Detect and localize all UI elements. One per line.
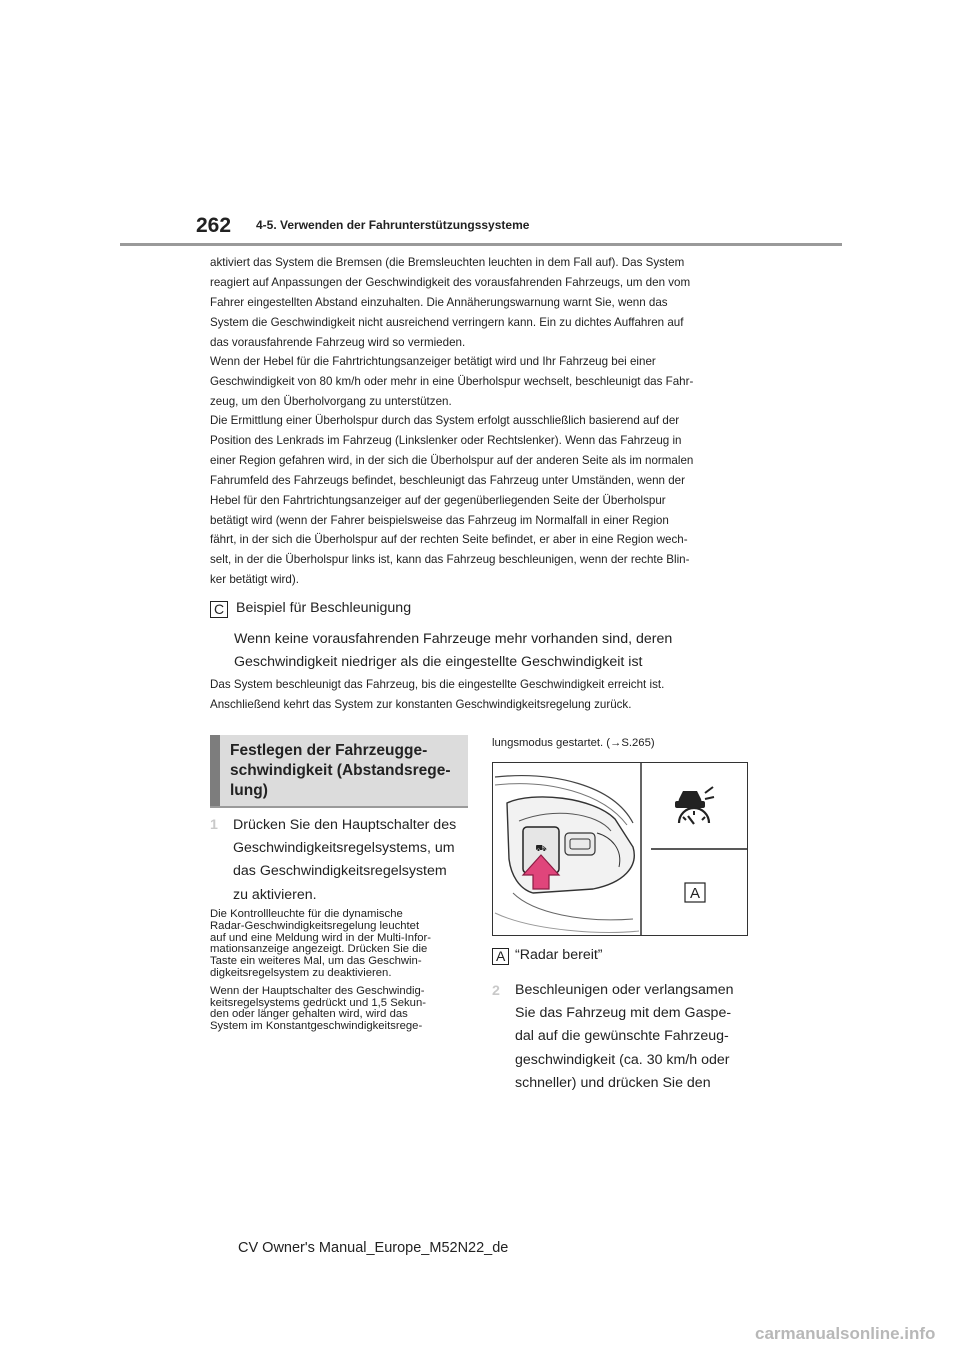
text-line: Drücken Sie den Hauptschalter des (233, 817, 457, 833)
radar-cruise-indicator-icon (675, 787, 714, 824)
step-2-text (515, 979, 765, 1095)
figure-caption-label: A (492, 948, 509, 965)
text-line: reagiert auf Anpassungen der Geschwindigkeit des vorausfahrenden Fahrzeugs, um den vom (210, 275, 691, 289)
text-line: Sie das Fahrzeug mit dem Gaspe- (515, 1005, 732, 1022)
svg-text:⛟: ⛟ (535, 844, 547, 854)
text-line: zeug, um den Überholvorgang zu unterstützen. (210, 394, 452, 408)
figure-caption-text: “Radar bereit” (515, 947, 603, 963)
text-line: Position des Lenkrads im Fahrzeug (Linkslenker oder Rechtslenker). Wenn das Fahrzeug in (210, 433, 682, 447)
text-line: betätigt wird (wenn der Fahrer beispielsweise das Fahrzeug im Normalfall in einer Region (210, 513, 669, 527)
text-line: auf und eine Meldung wird in der Multi-Infor- (210, 931, 432, 944)
subsection-title-box (210, 735, 468, 806)
text-line: digkeitsregelsystem zu deaktivieren. (210, 966, 392, 979)
example-body (210, 675, 755, 715)
text-line: Hebel für den Fahrtrichtungsanzeiger auf der gegenüberliegenden Seite der Überholspur (210, 493, 666, 507)
text-line: Das System beschleunigt das Fahrzeug, bis die eingestellte Geschwindigkeit erreicht ist. (210, 678, 665, 691)
step-2-number: 2 (492, 983, 500, 999)
text-line: dal auf die gewünschte Fahrzeug- (515, 1028, 729, 1045)
section-header: 4-5. Verwenden der Fahrunterstützungssysteme (256, 218, 530, 232)
subsection-divider (210, 806, 468, 808)
intro-paragraph-3 (210, 411, 755, 590)
text-line: Wenn der Hauptschalter des Geschwindig- (210, 984, 425, 997)
text-line: das Geschwindigkeitsregelsystem (233, 863, 447, 880)
example-heading: Beispiel für Beschleunigung (236, 600, 412, 616)
footer-text: CV Owner's Manual_Europe_M52N22_de (238, 1240, 509, 1256)
subsection-title (230, 741, 450, 801)
title-line: Festlegen der Fahrzeugge- (230, 742, 428, 759)
text-line: Wenn keine vorausfahrenden Fahrzeuge mehr vorhanden sind, deren (234, 631, 673, 647)
figure-callout-label: A (689, 885, 701, 902)
text-line: mationsanzeige angezeigt. Drücken Sie die (210, 943, 428, 956)
text-line: System im Konstantgeschwindigkeitsrege- (210, 1020, 423, 1033)
text-line: Geschwindigkeitsregelsystems, um (233, 840, 455, 857)
continuation-text: lungsmodus gestartet. (→S.265) (492, 737, 655, 749)
step-1-text (233, 814, 473, 907)
text-line: Radar-Geschwindigkeitsregelung leuchtet (210, 919, 420, 932)
steering-switch-illustration (493, 763, 748, 936)
steering-switch-figure (492, 762, 748, 936)
text-line: schneller) und drücken Sie den (515, 1074, 711, 1091)
example-c-label: C (210, 601, 228, 618)
text-line: keitsregelsystems gedrückt und 1,5 Sekun- (210, 996, 427, 1009)
page-number: 262 (196, 214, 232, 237)
text-line: Taste ein weiteres Mal, um das Geschwin- (210, 955, 422, 968)
text-line: selt, in der die Überholspur links ist, kann das Fahrzeug beschleunigen, wenn der rechte Blin- (210, 553, 690, 567)
step-1-notes (210, 909, 468, 1033)
text-line: Die Ermittlung einer Überholspur durch das System erfolgt ausschließlich basierend auf der (210, 414, 680, 427)
intro-paragraph-2 (210, 352, 755, 412)
text-line: einer Region gefahren wird, in der sich die Überholspur auf der anderen Seite als im normalen (210, 453, 694, 467)
text-line: Geschwindigkeit von 80 km/h oder mehr in eine Überholspur wechselt, beschleunigt das Fahr- (210, 374, 694, 388)
intro-paragraph-1 (210, 253, 755, 353)
watermark: carmanualsonline.info (755, 1324, 936, 1343)
text-line: geschwindigkeit (ca. 30 km/h oder (515, 1051, 730, 1068)
title-line: lung) (230, 782, 268, 799)
text-line: das vorausfahrende Fahrzeug wird so vermieden. (210, 335, 466, 349)
text-line: aktiviert das System die Bremsen (die Bremsleuchten leuchten in dem Fall auf). Das System (210, 256, 685, 269)
example-subheading (234, 628, 754, 673)
text-line: ker betätigt wird). (210, 573, 299, 587)
text-line: Fahrumfeld des Fahrzeugs befindet, beschleunigt das Fahrzeug unter Umständen, wenn der (210, 473, 685, 487)
text-line: Wenn der Hebel für die Fahrtrichtungsanzeiger betätigt wird und Ihr Fahrzeug bei einer (210, 355, 656, 368)
text-line: Fahrer eingestellten Abstand einzuhalten. Die Annäherungswarnung warnt Sie, wenn das (210, 295, 668, 309)
text-line: Geschwindigkeit niedriger als die eingestellte Geschwindigkeit ist (234, 653, 643, 670)
text-line: fährt, in der sich die Überholspur auf der rechten Seite befindet, er aber in eine Region wech- (210, 533, 688, 547)
text-line: Beschleunigen oder verlangsamen (515, 982, 734, 998)
text-line: System die Geschwindigkeit nicht ausreichend verringern kann. Ein zu dichtes Auffahren auf (210, 315, 684, 329)
text-line: zu aktivieren. (233, 886, 317, 903)
header-divider (120, 243, 842, 246)
text-line: Die Kontrollleuchte für die dynamische (210, 908, 403, 920)
title-line: schwindigkeit (Abstandsrege- (230, 762, 451, 779)
step-1-number: 1 (210, 817, 218, 833)
text-line: Anschließend kehrt das System zur konstanten Geschwindigkeitsregelung zurück. (210, 697, 632, 711)
text-line: den oder länger gehalten wird, wird das (210, 1008, 408, 1021)
